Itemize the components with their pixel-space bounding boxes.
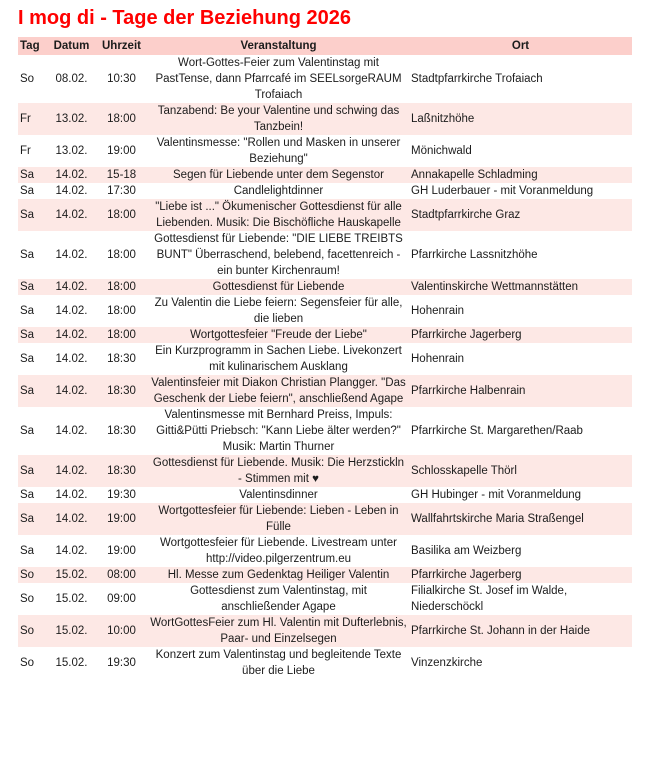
cell-veranstaltung: Segen für Liebende unter dem Segenstor (173, 169, 384, 181)
cell-veranstaltung: Gottesdienst zum Valentinstag, mit anschließender Agape (190, 585, 367, 613)
cell-veranstaltung: Konzert zum Valentinstag und begleitende Texte über die Liebe (155, 649, 402, 677)
cell-veranstaltung: Wort-Gottes-Feier zum Valentinstag mit PastTense, dann Pfarrcafé im SEELsorgeRAUM Trofaiach (155, 57, 402, 101)
cell-tag: So (20, 569, 35, 581)
column-header-uhrzeit: Uhrzeit (102, 40, 141, 52)
cell-ort: Pfarrkirche Jagerberg (411, 329, 522, 341)
cell-tag: Sa (20, 209, 35, 221)
cell-ort: Pfarrkirche Lassnitzhöhe (411, 249, 538, 261)
event-row (18, 615, 632, 647)
cell-ort: GH Hubinger - mit Voranmeldung (411, 489, 582, 501)
cell-datum: 14.02. (55, 249, 88, 261)
cell-uhrzeit: 08:00 (107, 569, 136, 581)
cell-uhrzeit: 18:30 (107, 425, 136, 437)
cell-uhrzeit: 19:00 (107, 145, 136, 157)
event-row (18, 103, 632, 135)
cell-ort: Hohenrain (411, 305, 465, 317)
cell-veranstaltung: Wortgottesfeier für Liebende: Lieben - Leben in Fülle (158, 505, 399, 533)
column-header-veranstaltung: Veranstaltung (240, 40, 317, 52)
cell-veranstaltung: Wortgottesfeier "Freude der Liebe" (190, 329, 367, 341)
cell-datum: 15.02. (55, 569, 88, 581)
cell-tag: So (20, 657, 35, 669)
column-header-tag: Tag (20, 40, 40, 52)
cell-ort: Wallfahrtskirche Maria Straßengel (411, 513, 584, 525)
cell-ort: Mönichwald (411, 145, 472, 157)
cell-ort: Hohenrain (411, 353, 465, 365)
event-row (18, 583, 632, 615)
cell-datum: 15.02. (55, 593, 88, 605)
cell-veranstaltung: Wortgottesfeier für Liebende. Livestream unter http://video.pilgerzentrum.eu (160, 537, 397, 565)
cell-uhrzeit: 18:30 (107, 353, 136, 365)
table-body (18, 55, 632, 679)
cell-veranstaltung: Candlelightdinner (233, 185, 324, 197)
cell-veranstaltung: Zu Valentin die Liebe feiern: Segensfeier für alle, die lieben (154, 297, 403, 325)
event-row (18, 407, 632, 455)
cell-tag: Fr (20, 145, 31, 157)
event-row (18, 455, 632, 487)
cell-tag: Sa (20, 185, 35, 197)
cell-veranstaltung: Tanzabend: Be your Valentine und schwing das Tanzbein! (157, 105, 400, 133)
cell-veranstaltung: Gottesdienst für Liebende: "DIE LIEBE TREIBTS BUNT" Überraschend, belebend, facettenreich - ein bunter Kirchenraum! (154, 233, 403, 277)
cell-uhrzeit: 18:30 (107, 385, 136, 397)
cell-datum: 08.02. (55, 73, 88, 85)
cell-tag: Sa (20, 545, 35, 557)
cell-ort: Filialkirche St. Josef im Walde, Niederschöckl (411, 585, 568, 613)
event-row (18, 487, 632, 503)
cell-uhrzeit: 18:00 (107, 209, 136, 221)
cell-tag: Sa (20, 329, 35, 341)
cell-datum: 15.02. (55, 657, 88, 669)
cell-tag: Sa (20, 169, 35, 181)
cell-datum: 14.02. (55, 185, 88, 197)
page-title: I mog di - Tage der Beziehung 2026 (18, 7, 352, 29)
cell-datum: 14.02. (55, 353, 88, 365)
cell-veranstaltung: Gottesdienst für Liebende (212, 281, 345, 293)
cell-tag: Sa (20, 465, 35, 477)
event-row (18, 375, 632, 407)
cell-tag: Sa (20, 425, 35, 437)
cell-ort: Vinzenzkirche (411, 657, 483, 669)
cell-ort: Pfarrkirche Halbenrain (411, 385, 526, 397)
cell-datum: 14.02. (55, 489, 88, 501)
cell-ort: Annakapelle Schladming (411, 169, 538, 181)
cell-ort: Pfarrkirche St. Johann in der Haide (411, 625, 590, 637)
cell-veranstaltung: Valentinsmesse: "Rollen und Masken in unserer Beziehung" (156, 137, 401, 165)
table-header-row (18, 37, 632, 55)
event-row (18, 183, 632, 199)
cell-veranstaltung: Valentinsmesse mit Bernhard Preiss, Impuls: Gitti&Pütti Priebsch: "Kann Liebe älter werden?" Musik: Martin Thurner (156, 409, 401, 453)
cell-uhrzeit: 15-18 (106, 169, 137, 181)
cell-ort: Basilika am Weizberg (411, 545, 522, 557)
cell-tag: Sa (20, 385, 35, 397)
event-row (18, 503, 632, 535)
column-header-ort: Ort (511, 40, 530, 52)
cell-ort: Pfarrkirche St. Margarethen/Raab (411, 425, 583, 437)
cell-tag: Sa (20, 281, 35, 293)
cell-datum: 13.02. (55, 113, 88, 125)
cell-ort: Pfarrkirche Jagerberg (411, 569, 522, 581)
cell-uhrzeit: 10:30 (107, 73, 136, 85)
cell-uhrzeit: 19:30 (107, 657, 136, 669)
event-row (18, 55, 632, 103)
event-row (18, 279, 632, 295)
cell-ort: GH Luderbauer - mit Voranmeldung (411, 185, 594, 197)
cell-datum: 15.02. (55, 625, 88, 637)
cell-veranstaltung: Gottesdienst für Liebende. Musik: Die Herzstickln - Stimmen mit ♥ (152, 457, 405, 485)
event-row (18, 647, 632, 679)
cell-uhrzeit: 19:00 (107, 513, 136, 525)
cell-datum: 14.02. (55, 513, 88, 525)
cell-tag: So (20, 625, 35, 637)
cell-datum: 14.02. (55, 329, 88, 341)
cell-ort: Stadtpfarrkirche Graz (411, 209, 521, 221)
cell-datum: 14.02. (55, 385, 88, 397)
cell-uhrzeit: 18:00 (107, 281, 136, 293)
cell-veranstaltung: WortGottesFeier zum Hl. Valentin mit Dufterlebnis, Paar- und Einzelsegen (150, 617, 407, 645)
cell-tag: Sa (20, 353, 35, 365)
cell-datum: 14.02. (55, 209, 88, 221)
cell-datum: 14.02. (55, 465, 88, 477)
cell-tag: Sa (20, 513, 35, 525)
cell-datum: 14.02. (55, 545, 88, 557)
cell-veranstaltung: Hl. Messe zum Gedenktag Heiliger Valentin (167, 569, 390, 581)
cell-ort: Laßnitzhöhe (411, 113, 475, 125)
cell-uhrzeit: 18:00 (107, 249, 136, 261)
cell-datum: 14.02. (55, 281, 88, 293)
cell-datum: 14.02. (55, 425, 88, 437)
cell-veranstaltung: Valentinsfeier mit Diakon Christian Plangger. "Das Geschenk der Liebe feiern", anschließend Agape (151, 377, 406, 405)
cell-veranstaltung: Valentinsdinner (239, 489, 318, 501)
cell-ort: Stadtpfarrkirche Trofaiach (411, 73, 543, 85)
cell-uhrzeit: 17:30 (107, 185, 136, 197)
event-row (18, 231, 632, 279)
event-row (18, 295, 632, 327)
cell-uhrzeit: 18:30 (107, 465, 136, 477)
event-row (18, 567, 632, 583)
event-row (18, 135, 632, 167)
cell-uhrzeit: 18:00 (107, 329, 136, 341)
cell-uhrzeit: 19:00 (107, 545, 136, 557)
cell-uhrzeit: 09:00 (107, 593, 136, 605)
cell-uhrzeit: 10:00 (107, 625, 136, 637)
cell-datum: 14.02. (55, 305, 88, 317)
column-header-datum: Datum (53, 40, 90, 52)
events-table (18, 37, 632, 679)
cell-datum: 13.02. (55, 145, 88, 157)
cell-uhrzeit: 19:30 (107, 489, 136, 501)
event-row (18, 535, 632, 567)
cell-ort: Valentinskirche Wettmannstätten (411, 281, 579, 293)
cell-uhrzeit: 18:00 (107, 305, 136, 317)
cell-tag: Sa (20, 489, 35, 501)
event-row (18, 343, 632, 375)
cell-tag: So (20, 593, 35, 605)
event-row (18, 199, 632, 231)
cell-tag: Sa (20, 249, 35, 261)
cell-tag: So (20, 73, 35, 85)
cell-uhrzeit: 18:00 (107, 113, 136, 125)
cell-datum: 14.02. (55, 169, 88, 181)
event-row (18, 327, 632, 343)
cell-veranstaltung: Ein Kurzprogramm in Sachen Liebe. Livekonzert mit kulinarischem Ausklang (155, 345, 402, 373)
cell-tag: Sa (20, 305, 35, 317)
cell-veranstaltung: "Liebe ist ..." Ökumenischer Gottesdienst für alle Liebenden. Musik: Die Bischöfliche Hauskapelle (155, 201, 402, 229)
cell-ort: Schlosskapelle Thörl (411, 465, 517, 477)
event-row (18, 167, 632, 183)
cell-tag: Fr (20, 113, 31, 125)
